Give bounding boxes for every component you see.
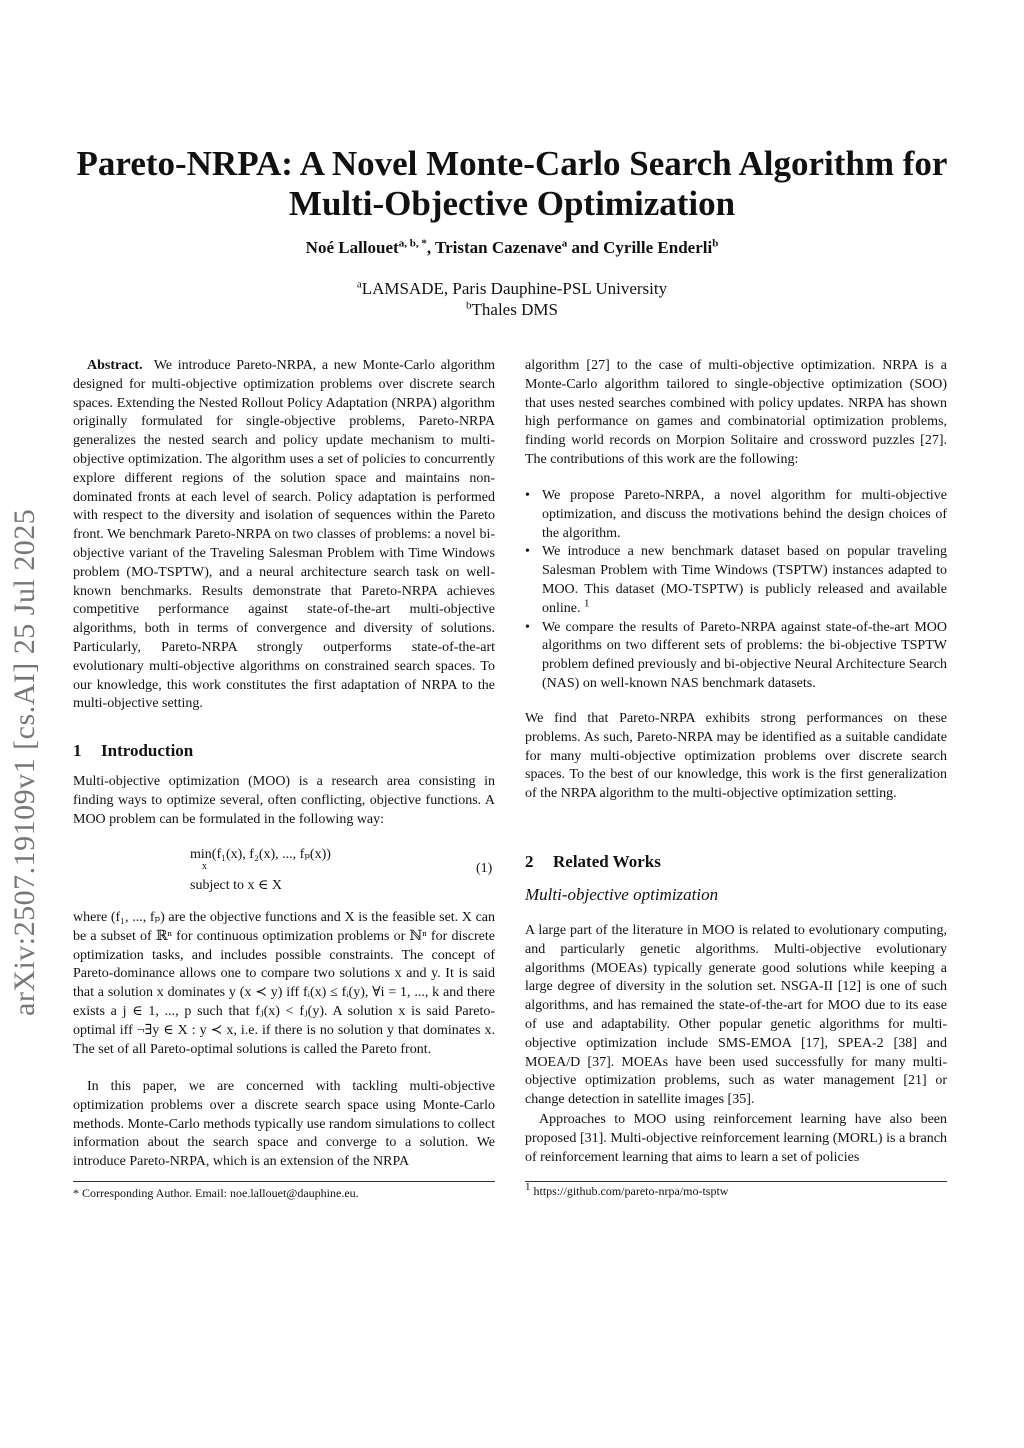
author-1-sup: a, b, * (398, 237, 427, 250)
author-2-sup: a (561, 237, 568, 250)
author-3-sup: b (712, 237, 719, 250)
equation-line-2: subject to x ∈ X (190, 878, 283, 893)
footnote-corresponding-author: * Corresponding Author. Email: noe.lallouet@dauphine.eu. (73, 1186, 359, 1200)
right-p2-text: We find that Pareto-NRPA exhibits strong performances on these problems. As such, Pareto-NRPA may be identified as a suitable candidate for many multi-objective optimization problems over discrete search spaces. To the best of our knowledge, this work is the first generalization of the NRPA algorithm to the multi-objective optimization setting. (525, 711, 947, 802)
abstract (73, 357, 495, 714)
title-line-2: Multi-Objective Optimization (288, 184, 736, 223)
section-title: Introduction (101, 741, 194, 760)
contribution-text: We propose Pareto-NRPA, a novel algorithm for multi-objective optimization, and discuss the motivations behind the design choices of the algorithm. (542, 488, 947, 541)
affil-a-sup: a (356, 278, 362, 291)
right-paragraph-2 (525, 710, 947, 804)
section-title: Related Works (553, 852, 661, 871)
author-3: and Cyrille Enderli (567, 238, 713, 257)
right-p1-text: algorithm [27] to the case of multi-objective optimization. NRPA is a Monte-Carlo algorithm tailored to single-objective optimization (SOO) that uses nested searches combined with policy updates. NRPA has shown high performance on games and combinatorial optimization problems, finding world records on Morpion Solitaire and crossword puzzles [27]. The contributions of this work are the following: (525, 358, 947, 467)
right-p4-text: Approaches to MOO using reinforcement learning have also been proposed [31]. Multi-objective reinforcement learning (MORL) is a branch of reinforcement learning that aims to learn a set of policies (525, 1112, 947, 1165)
footnote-url (525, 1181, 729, 1199)
right-paragraph-3 (525, 922, 947, 1110)
section-number: 1 (73, 741, 82, 760)
footnote-number: 1 (525, 1181, 531, 1193)
abstract-text: We introduce Pareto-NRPA, a new Monte-Carlo algorithm designed for multi-objective optimization problems over discrete search spaces. Extending the Nested Rollout Policy Adaptation (NRPA) algorithm originally formulated for single-objective problems, Pareto-NRPA generalizes the nested search and policy update mechanism to multi-objective optimization. The algorithm uses a set of policies to concurrently explore different regions of the solution space and maintains non-dominated fronts at each level of search. Policy adaptation is performed with respect to the diversity and isolation of sequences within the Pareto front. We benchmark Pareto-NRPA on two classes of problems: a novel bi-objective variant of the Traveling Salesman Problem with Time Windows problem (MO-TSPTW), and a neural architecture search task on well-known benchmarks. Results demonstrate that Pareto-NRPA achieves competitive performance against state-of-the-art multi-objective algorithms, both in terms of convergence and diversity of solutions. Particularly, Pareto-NRPA strongly outperforms state-of-the-art evolutionary multi-objective algorithms on constrained search spaces. To our knowledge, this work constitutes the first adaptation of NRPA to the multi-objective setting. (73, 358, 495, 712)
subsection-heading: Multi-objective optimization (525, 885, 719, 904)
author-2: , Tristan Cazenave (426, 238, 562, 257)
equation-objective: min(f₁(x), f₂(x), ..., fₚ(x)) (190, 847, 331, 862)
section-number: 2 (525, 852, 534, 871)
section-heading-related-works (525, 853, 947, 872)
right-p3-text: A large part of the literature in MOO is related to evolutionary computing, and particularly genetic algorithms. Multi-objective evolutionary algorithms (MOEAs) typically generate good solutions while keeping a large degree of diversity in the solution set. NSGA-II [12] is one of such algorithms, and has remained the state-of-the-art for MOO due to its ease of use and adaptability. Other popular genetic algorithms for multi-objective optimization include SMS-EMOA [17], SPEA-2 [38] and MOEA/D [37]. MOEAs have been used successfully for many multi-objective optimization problems, such as water management [21] or change detection in satellite images [35]. (525, 923, 947, 1108)
paper-title (0, 144, 1024, 224)
intro-paragraph-2 (73, 909, 495, 1059)
right-paragraph-1 (525, 357, 947, 470)
section-heading-introduction (73, 742, 495, 761)
author-1: Noé Lallouet (305, 238, 399, 257)
footnote-link[interactable]: https://github.com/pareto-nrpa/mo-tsptw (533, 1184, 729, 1198)
abstract-label: Abstract. (87, 358, 143, 373)
contribution-text: We introduce a new benchmark dataset based on popular traveling Salesman Problem with Time Windows (TSPTW) instances adapted to MOO. This dataset (MO-TSPTW) is publicly released and available online. (542, 544, 947, 616)
affil-b-sup: b (466, 299, 472, 312)
equation-line-1 (190, 846, 331, 872)
affil-a: LAMSADE, Paris Dauphine-PSL University (361, 279, 668, 298)
right-paragraph-4 (525, 1111, 947, 1167)
author-list (0, 238, 1024, 258)
contribution-item (525, 487, 947, 543)
intro-p3-text: In this paper, we are concerned with tackling multi-objective optimization problems over a discrete search space using Monte-Carlo methods. Monte-Carlo methods typically use random simulations to collect information about the search space and converge to a solution. We introduce Pareto-NRPA, which is an extension of the NRPA (73, 1079, 495, 1170)
intro-paragraph-1 (73, 773, 495, 829)
equation-subscript: x (202, 861, 207, 872)
contribution-item (525, 619, 947, 694)
affiliations (0, 278, 1024, 320)
intro-p2-text: where (f₁, ..., fₚ) are the objective functions and X is the feasible set. X can be a subset of ℝⁿ for continuous optimization problems or ℕⁿ for discrete optimization tasks, and includes possible constraints. The concept of Pareto-dominance allows one to compare two solutions x and y. It is said that a solution x dominates y (x ≺ y) iff fᵢ(x) ≤ fᵢ(y), ∀i = 1, ..., k and there exists a j ∈ 1, ..., p such that fⱼ(x) < fⱼ(y). A solution x is said Pareto-optimal iff ¬∃y ∈ X : y ≺ x, i.e. if there is no solution y that dominates x. The set of all Pareto-optimal solutions is called the Pareto front. (73, 910, 495, 1057)
intro-p1-text: Multi-objective optimization (MOO) is a research area consisting in finding ways to optimize several, often conflicting, objective functions. A MOO problem can be formulated in the following way: (73, 774, 495, 827)
contributions-list (525, 487, 947, 694)
arxiv-sidebar-id: arXiv:2507.19109v1 [cs.AI] 25 Jul 2025 (8, 508, 41, 1016)
title-line-1: Pareto-NRPA: A Novel Monte-Carlo Search Algorithm for (76, 144, 948, 183)
footnote-marker[interactable]: 1 (584, 597, 590, 610)
contribution-text: We compare the results of Pareto-NRPA against state-of-the-art MOO algorithms on two different sets of problems: the bi-objective TSPTW problem defined previously and bi-objective Neural Architecture Search (NAS) on well-known NAS benchmark datasets. (542, 619, 947, 691)
footnote-rule-right (525, 1181, 947, 1182)
equation-number: (1) (476, 861, 493, 876)
contribution-item (525, 543, 947, 618)
footnote-rule-left (73, 1181, 495, 1182)
affil-b: Thales DMS (471, 300, 558, 319)
intro-paragraph-3 (73, 1078, 495, 1172)
